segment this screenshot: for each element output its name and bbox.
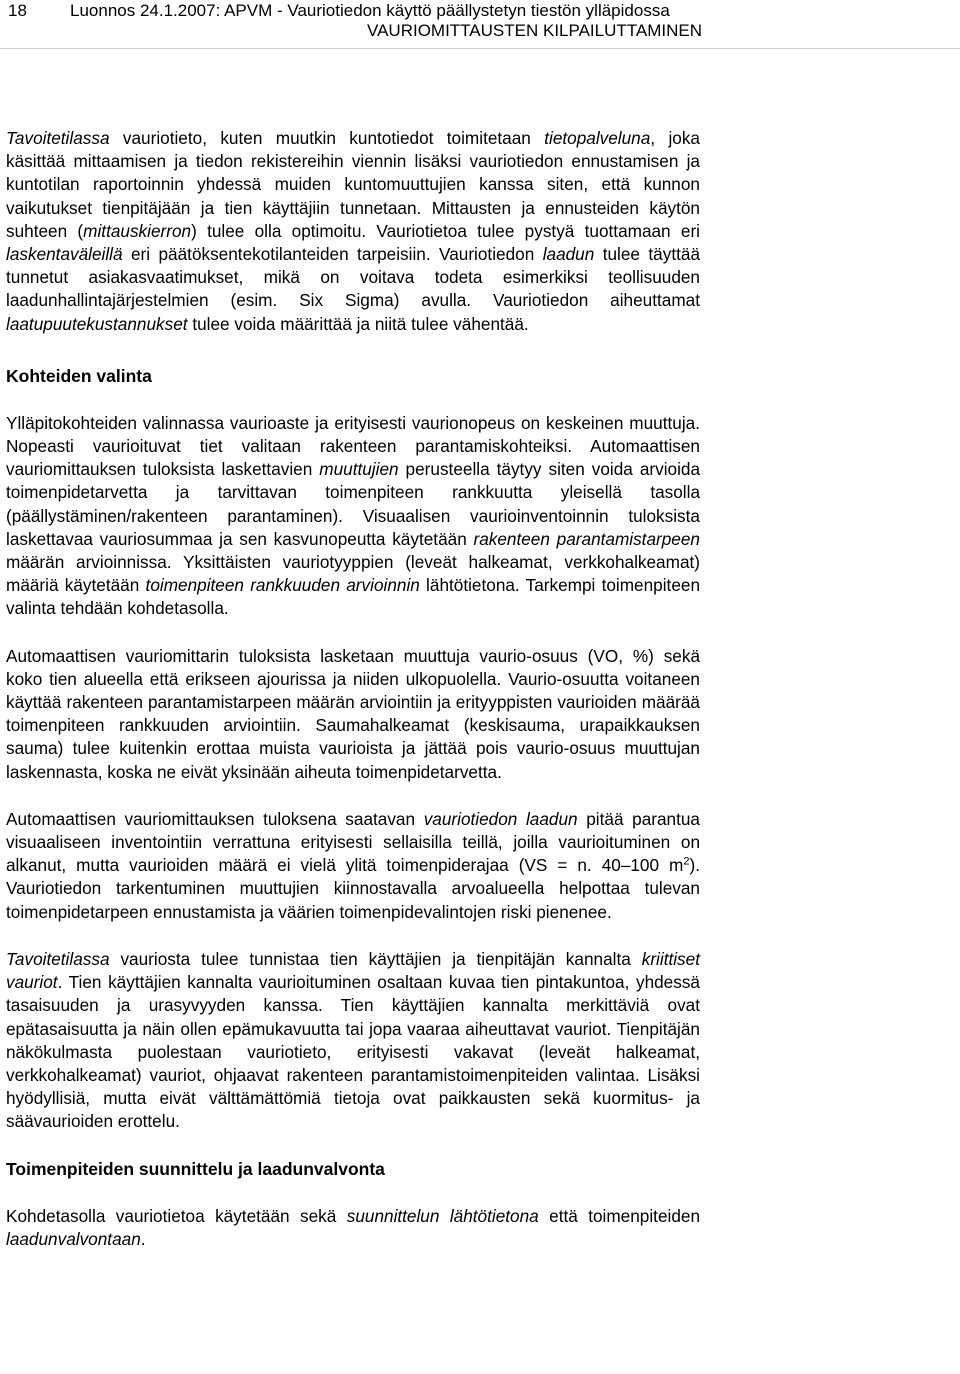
paragraph-critical-damage: Tavoitetilassa vauriosta tulee tunnistaa tien käyttäjien ja tienpitäjän kannalta kriittiset vauriot. Tien käyttäjien kannalta vaurioituminen osaltaan kuvaa tien pintakuntoa, yhdessä tasaisuuden ja urasyvyyden kanssa. Tien käyttäjien kannalta merkittäviä ovat epätasaisuutta ja näin ollen epämukavuutta tai jopa vaaraa aiheuttavat vauriot. Tienpitäjän näkökulmasta puolestaan vauriotieto, erityisesti vakavat (leveät halkeamat, verkkohalkeamat) vauriot, ohjaavat rakenteen parantamistoimenpiteiden valintaa. Lisäksi hyödyllisiä, mutta eivät välttämättömiä tietoja ovat paikkausten sekä kuormitus- ja säävaurioiden erottelu. [6, 948, 700, 1132]
paragraph-target-state: Tavoitetilassa vauriotieto, kuten muutkin kuntotiedot toimitetaan tietopalveluna, joka käsittää mittaamisen ja tiedon rekistereihin viennin lisäksi vauriotiedon ennustamisen ja kuntotilan raportoinnin yhdessä muiden kuntomuuttujien kanssa siten, että kunnon vaikutukset tienpitäjään ja tien käyttäjiin tunnetaan. Mittausten ja ennusteiden käytön suhteen (mittauskierron) tulee olla optimoitu. Vauriotietoa tulee pystyä tuottamaan eri laskentaväleillä eri päätöksentekotilanteiden tarpeisiin. Vauriotiedon laadun tulee täyttää tunnetut asiakasvaatimukset, mikä on voitava todeta esimerkiksi teollisuuden laadunhallintajärjestelmien (esim. Six Sigma) avulla. Vauriotiedon aiheuttamat laatupuutekustannukset tulee voida määrittää ja niitä tulee vähentää. [6, 128, 701, 334]
section-heading-site-selection: Kohteiden valinta [6, 365, 152, 386]
document-subtitle: VAURIOMITTAUSTEN KILPAILUTTAMINEN [367, 21, 702, 40]
document-body [6, 127, 700, 1251]
page-header [0, 0, 960, 49]
paragraph-automatic-meter: Automaattisen vauriomittarin tuloksista lasketaan muuttuja vaurio-osuus (VO, %) sekä koko tien alueella että erikseen ajourissa ja niiden ulkopuolella. Vaurio-osuutta voitaneen käyttää rakenteen parantamistarpeen määrän arviointiin ja erityyppisten vaurioiden määrää toimenpiteen rankkuuden arviointiin. Saumahalkeamat (keskisauma, urapaikkauksen sauma) tulee kuitenkin erottaa muista vaurioista ja jättää pois vaurio-osuus muuttujan laskennasta, koska ne eivät yksinään aiheuta toimenpidetarvetta. [6, 645, 700, 782]
paragraph-data-quality: Automaattisen vauriomittauksen tuloksena saatavan vauriotiedon laadun pitää parantua visuaaliseen inventointiin verrattuna erityisesti sellaisilla teillä, joilla vaurioituminen on alkanut, mutta vaurioiden määrä ei vielä ylitä toimenpiderajaa (VS = n. 40–100 $m^2$). Vauriotiedon tarkentuminen muuttujien kiinnostavalla arvoalueella helpottaa tulevan toimenpidetarpeen ennustamista ja väärien toimenpidevalintojen riski pienenee. [6, 808, 700, 922]
paragraph-site-level: Kohdetasolla vauriotietoa käytetään sekä suunnittelun lähtötietona että toimenpiteiden laadunvalvontaan. [6, 1205, 701, 1249]
paragraph-maintenance-selection: Ylläpitokohteiden valinnassa vaurioaste ja erityisesti vaurionopeus on keskeinen muuttuja. Nopeasti vaurioituvat tiet valitaan rakenteen parantamiskohteiksi. Automaattisen vauriomittauksen tuloksista laskettavien muuttujien perusteella täytyy siten voida arvioida toimenpidetarvetta ja tarvittavan toimenpiteen rankkuutta yleisellä tasolla (päällystäminen/rakenteen parantaminen). Visuaalisen vaurioinventoinnin tuloksista laskettavaa vauriosummaa ja sen kasvunopeutta käytetään rakenteen parantamistarpeen määrän arvioinnissa. Yksittäisten vauriotyyppien (leveät halkeamat, verkkohalkeamat) määriä käytetään toimenpiteen rankkuuden arvioinnin lähtötietona. Tarkempi toimenpiteen valinta tehdään kohdetasolla. [6, 412, 701, 619]
section-heading-planning-quality: Toimenpiteiden suunnittelu ja laadunvalvonta [6, 1158, 385, 1179]
page-number: 18 [8, 1, 27, 20]
document-title: Luonnos 24.1.2007: APVM - Vauriotiedon käyttö päällystetyn tiestön ylläpidossa [70, 1, 670, 20]
